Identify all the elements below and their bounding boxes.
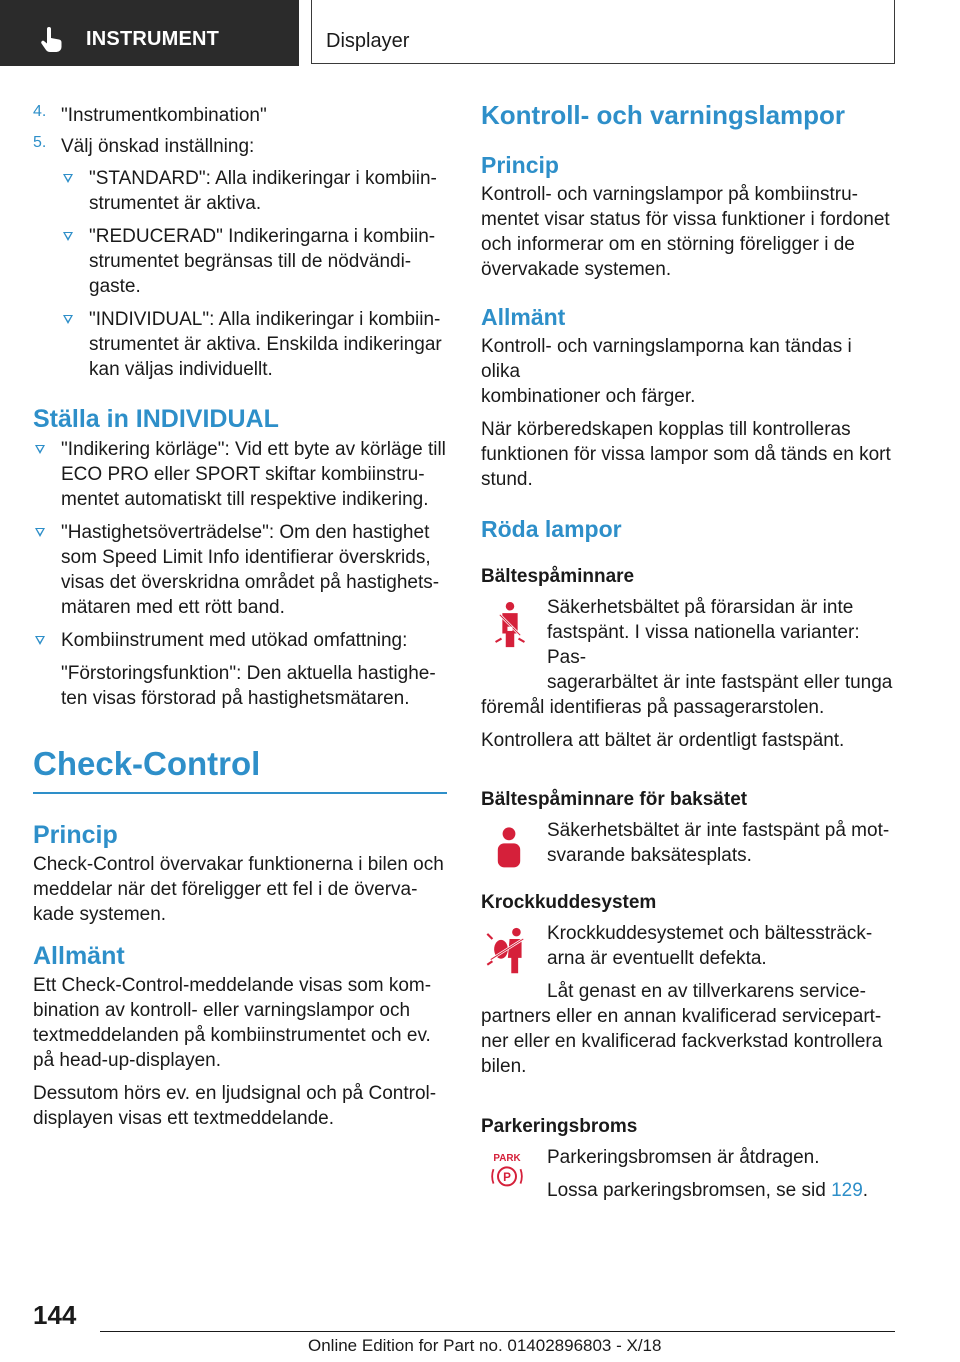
rear-seat-person-icon: [493, 826, 525, 872]
list-item: [61, 307, 447, 382]
list-item-line: "STANDARD": Alla indikeringar i kombiin-: [89, 168, 437, 189]
section-title: INSTRUMENT: [86, 28, 220, 50]
list-item: [33, 628, 447, 711]
lamp-text-suffix: .: [862, 1180, 869, 1201]
lamp-title: Bältespåminnare för baksätet: [481, 789, 748, 810]
lamp-text-line: svarande baksätesplats.: [547, 845, 752, 866]
lamp-entry: [481, 595, 896, 695]
paragraph-line: Kontroll- och varningslampor på kombiinstru-: [481, 184, 858, 205]
lamp-title: Bältespåminnare: [481, 566, 635, 587]
seatbelt-warning-icon: [493, 601, 527, 649]
triangle-bullet-icon: [63, 174, 73, 183]
paragraph-line: på head-up-displayen.: [33, 1049, 222, 1071]
chapter-title: Displayer: [326, 30, 410, 52]
triangle-bullet-icon: [35, 636, 45, 645]
page-number: 144: [33, 1300, 77, 1330]
paragraph-line: mentet visar status för vissa funktioner i fordonet: [481, 209, 890, 230]
left-column: [33, 100, 447, 1131]
list-item-line: "Indikering körläge": Vid ett byte av körläge till: [61, 439, 446, 460]
list-item-line: kan väljas individuellt.: [89, 359, 273, 380]
paragraph-line: bination av kontroll- eller varningslampor och: [33, 999, 411, 1021]
park-icon-text: PARK: [493, 1153, 521, 1165]
step-text: Välj önskad inställning:: [61, 136, 255, 157]
lamp-text-line: Krockkuddesystemet och bältessträck-: [547, 923, 873, 944]
paragraph-line: Dessutom hörs ev. en ljudsignal och på Control-: [33, 1082, 437, 1104]
list-item-line: "INDIVIDUAL": Alla indikeringar i kombiin-: [89, 309, 441, 330]
lamp-text-line: fastspänt. I vissa nationella varianter: Pas-: [547, 622, 860, 668]
paragraph-line: Ett Check-Control-meddelande visas som kom-: [33, 974, 432, 996]
chapter-heading: Check-Control: [33, 745, 261, 782]
lamp-title: Krockkuddesystem: [481, 892, 657, 913]
paragraph-line: ner eller en kvalificerad fackverkstad kontrollera: [481, 1031, 883, 1052]
heading-rule: [33, 792, 447, 794]
lamp-entry: [481, 921, 896, 1004]
paragraph-line: Check-Control övervakar funktionerna i bilen och: [33, 853, 444, 875]
right-column: [481, 100, 896, 1203]
paragraph-line: funktionen för vissa lampor som då tänds en kort: [481, 444, 891, 465]
list-item-line: som Speed Limit Info identifierar överskrids,: [61, 547, 431, 568]
lamp-text-line: Säkerhetsbältet på förarsidan är inte: [547, 597, 854, 618]
paragraph-line: övervakade systemen.: [481, 259, 672, 280]
section-heading: Allmänt: [33, 941, 125, 970]
parking-brake-icon: [489, 1151, 525, 1191]
step-text: "Instrumentkombination": [61, 105, 267, 126]
lamp-text-line: Säkerhetsbältet är inte fastspänt på mot-: [547, 820, 890, 841]
section-heading: Princip: [481, 152, 559, 178]
airbag-warning-icon: [485, 927, 529, 975]
paragraph-line: textmeddelanden på kombiinstrumentet och ev.: [33, 1024, 431, 1046]
lamp-text-line: Parkeringsbromsen är åtdragen.: [547, 1147, 820, 1168]
lamp-entry: [481, 1145, 896, 1203]
list-item-line: "REDUCERAD" Indikeringarna i kombiin-: [89, 226, 436, 247]
lamp-text-line: sagerarbältet är inte fastspänt eller tunga: [547, 672, 893, 693]
paragraph-line: kombinationer och färger.: [481, 386, 696, 407]
list-item: [61, 224, 447, 299]
list-item: [33, 437, 447, 512]
section-tab: [0, 0, 299, 66]
hand-pointer-icon: [40, 27, 64, 53]
list-item-line: strumentet är aktiva. Enskilda indikeringar: [89, 334, 442, 355]
step-number: 5.: [33, 134, 47, 151]
list-item-line: strumentet begränsas till de nödvändi-: [89, 251, 412, 272]
paragraph-line: Kontroll- och varningslamporna kan tändas i olika: [481, 336, 852, 382]
lamp-text-prefix: Lossa parkeringsbromsen, se sid: [547, 1180, 832, 1201]
paragraph-line: partners eller en annan kvalificerad servicepart-: [481, 1006, 882, 1027]
triangle-bullet-icon: [35, 528, 45, 537]
section-heading: Allmänt: [481, 304, 566, 330]
step-item: [33, 134, 447, 159]
section-heading: Princip: [33, 820, 118, 849]
lamp-title: Parkeringsbroms: [481, 1116, 638, 1137]
list-item-line: "Hastighetsöverträdelse": Om den hastighet: [61, 522, 430, 543]
lamp-text-line: arna är eventuellt defekta.: [547, 948, 767, 969]
list-item-line: mentet automatiskt till respektive indikering.: [61, 489, 429, 510]
list-item-line: visas det överskridna området på hastighets-: [61, 572, 440, 593]
paragraph-line: och informerar om en störning föreligger i de: [481, 234, 855, 255]
paragraph-line: föremål identifieras på passagerarstolen.: [481, 697, 825, 718]
triangle-bullet-icon: [63, 232, 73, 241]
section-heading: Ställa in INDIVIDUAL: [33, 405, 279, 433]
lamp-entry: [481, 818, 896, 876]
list-item-line: ECO PRO eller SPORT skiftar kombiinstru-: [61, 464, 425, 485]
list-item-line: ten visas förstorad på hastighetsmätaren.: [61, 688, 410, 709]
chapter-tab: [311, 0, 895, 64]
triangle-bullet-icon: [63, 315, 73, 324]
paragraph-line: Kontrollera att bältet är ordentligt fastspänt.: [481, 730, 845, 751]
list-item: [61, 166, 447, 216]
paragraph-line: bilen.: [481, 1056, 527, 1077]
paragraph-line: kade systemen.: [33, 903, 167, 925]
footer-rule: [100, 1331, 895, 1332]
paragraph-line: När körberedskapen kopplas till kontrolleras: [481, 419, 851, 440]
lamp-text-line: Låt genast en av tillverkarens service-: [547, 981, 866, 1002]
step-number: 4.: [33, 103, 47, 120]
paragraph-line: meddelar när det föreligger ett fel i de överva-: [33, 878, 418, 900]
triangle-bullet-icon: [35, 445, 45, 454]
list-item-line: mätaren med ett rött band.: [61, 597, 285, 618]
list-item-line: "Förstoringsfunktion": Den aktuella hastighe-: [61, 663, 436, 684]
lamp-text-line: [547, 1178, 896, 1203]
step-item: [33, 103, 447, 128]
section-heading: Röda lampor: [481, 516, 622, 542]
list-item-line: Kombiinstrument med utökad omfattning:: [61, 630, 408, 651]
list-item-line: strumentet är aktiva.: [89, 193, 262, 214]
paragraph-line: stund.: [481, 469, 533, 490]
chapter-heading: Kontroll- och varningslampor: [481, 100, 846, 130]
list-item-line: gaste.: [89, 276, 141, 297]
park-icon-letter: P: [503, 1170, 511, 1184]
paragraph-line: displayen visas ett textmeddelande.: [33, 1107, 335, 1129]
page-link[interactable]: 129: [831, 1180, 863, 1201]
list-item: [33, 520, 447, 620]
footer-edition: Online Edition for Part no. 01402896803 - X/18: [308, 1336, 662, 1355]
